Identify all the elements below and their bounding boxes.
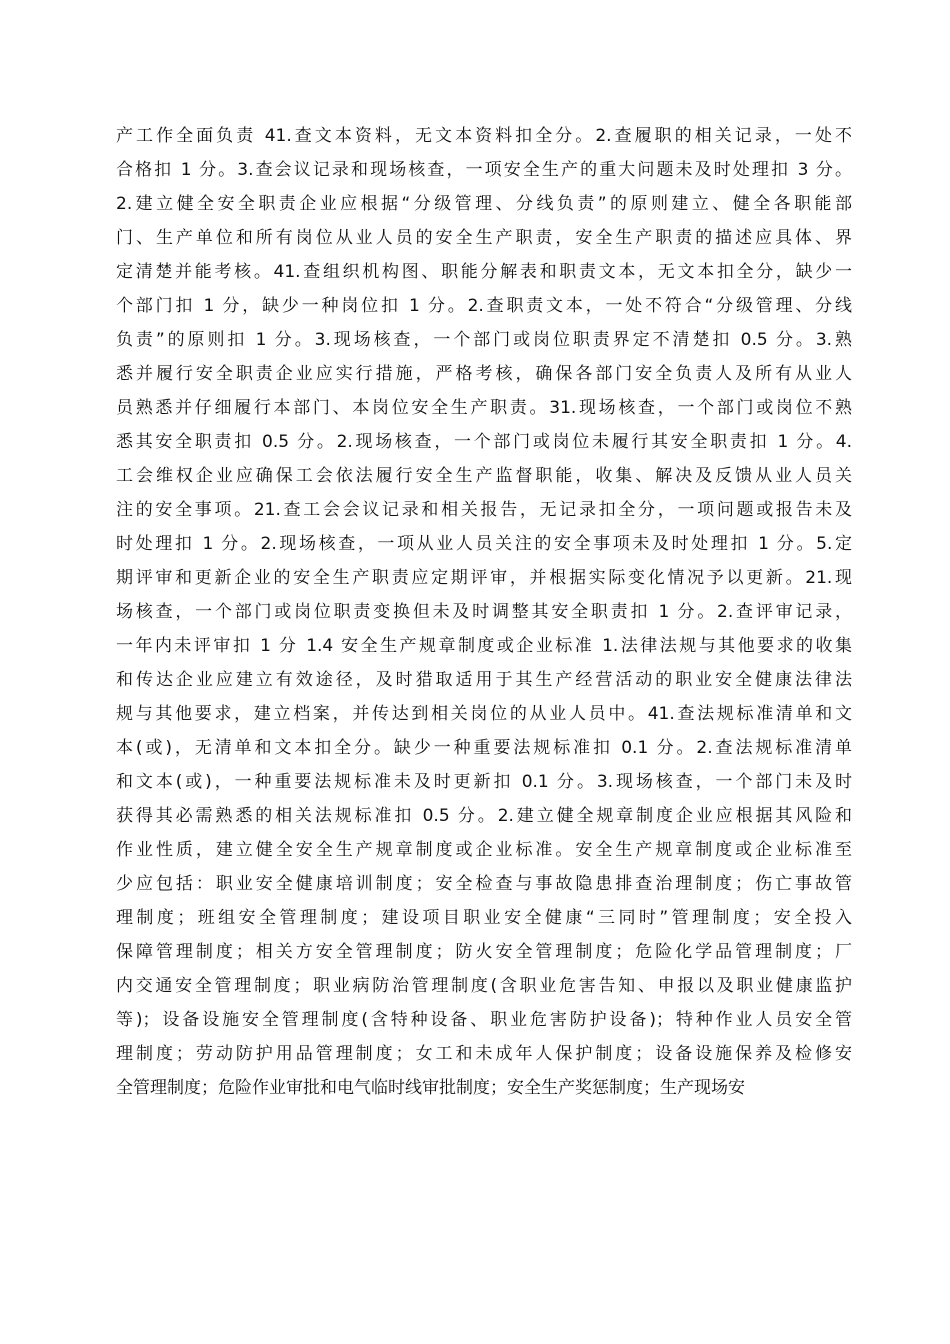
text-line: 门、生产单位和所有岗位从业人员的安全生产职责，安全生产职责的描述应具体、界 xyxy=(116,228,852,248)
text-line: 少应包括：职业安全健康培训制度；安全检查与事故隐患排查治理制度；伤亡事故管 xyxy=(116,874,852,894)
text-line: 工会维权企业应确保工会依法履行安全生产监督职能，收集、解决及反馈从业人员关 xyxy=(116,466,852,486)
text-line: 作业性质，建立健全安全生产规章制度或企业标准。安全生产规章制度或企业标准至 xyxy=(116,840,852,860)
text-line: 负责”的原则扣 1 分。3.现场核查，一个部门或岗位职责界定不清楚扣 0.5 分。3.熟 xyxy=(116,330,852,350)
text-line: 注的安全事项。21.查工会会议记录和相关报告，无记录扣全分，一项问题或报告未及 xyxy=(116,500,852,520)
document-body xyxy=(116,119,852,1105)
text-line: 一年内未评审扣 1 分 1.4 安全生产规章制度或企业标准 1.法律法规与其他要求的收集 xyxy=(116,636,852,656)
text-line: 全管理制度；危险作业审批和电气临时线审批制度；安全生产奖惩制度；生产现场安 xyxy=(116,1078,745,1098)
text-line: 理制度；劳动防护用品管理制度；女工和未成年人保护制度；设备设施保养及检修安 xyxy=(116,1044,852,1064)
text-line: 员熟悉并仔细履行本部门、本岗位安全生产职责。31.现场核查，一个部门或岗位不熟 xyxy=(116,398,852,418)
text-line: 本(或)，无清单和文本扣全分。缺少一种重要法规标准扣 0.1 分。2.查法规标准清单 xyxy=(116,738,852,758)
text-line: 合格扣 1 分。3.查会议记录和现场核查，一项安全生产的重大问题未及时处理扣 3 分。 xyxy=(116,160,852,180)
text-line: 悉并履行安全职责企业应实行措施，严格考核，确保各部门安全负责人及所有从业人 xyxy=(116,364,852,384)
text-line: 个部门扣 1 分，缺少一种岗位扣 1 分。2.查职责文本，一处不符合“分级管理、分线 xyxy=(116,296,852,316)
text-line: 定清楚并能考核。41.查组织机构图、职能分解表和职责文本，无文本扣全分，缺少一 xyxy=(116,262,852,282)
text-line: 规与其他要求，建立档案，并传达到相关岗位的从业人员中。41.查法规标准清单和文 xyxy=(116,704,852,724)
text-line: 和文本(或)，一种重要法规标准未及时更新扣 0.1 分。3.现场核查，一个部门未及时 xyxy=(116,772,852,792)
text-line: 理制度；班组安全管理制度；建设项目职业安全健康“三同时”管理制度；安全投入 xyxy=(116,908,852,928)
text-line: 场核查，一个部门或岗位职责变换但未及时调整其安全职责扣 1 分。2.查评审记录， xyxy=(116,602,852,622)
text-line: 内交通安全管理制度；职业病防治管理制度(含职业危害告知、申报以及职业健康监护 xyxy=(116,976,852,996)
text-line: 等)；设备设施安全管理制度(含特种设备、职业危害防护设备)；特种作业人员安全管 xyxy=(116,1010,852,1030)
text-line: 2.建立健全安全职责企业应根据“分级管理、分线负责”的原则建立、健全各职能部 xyxy=(116,194,852,214)
text-line: 产工作全面负责 41.查文本资料，无文本资料扣全分。2.查履职的相关记录，一处不 xyxy=(116,126,852,146)
text-line: 保障管理制度；相关方安全管理制度；防火安全管理制度；危险化学品管理制度；厂 xyxy=(116,942,852,962)
text-line: 悉其安全职责扣 0.5 分。2.现场核查，一个部门或岗位未履行其安全职责扣 1 分。4. xyxy=(116,432,852,452)
text-line: 时处理扣 1 分。2.现场核查，一项从业人员关注的安全事项未及时处理扣 1 分。5.定 xyxy=(116,534,852,554)
text-line: 和传达企业应建立有效途径，及时猎取适用于其生产经营活动的职业安全健康法律法 xyxy=(116,670,852,690)
text-line: 获得其必需熟悉的相关法规标准扣 0.5 分。2.建立健全规章制度企业应根据其风险和 xyxy=(116,806,852,826)
text-line: 期评审和更新企业的安全生产职责应定期评审，并根据实际变化情况予以更新。21.现 xyxy=(116,568,852,588)
